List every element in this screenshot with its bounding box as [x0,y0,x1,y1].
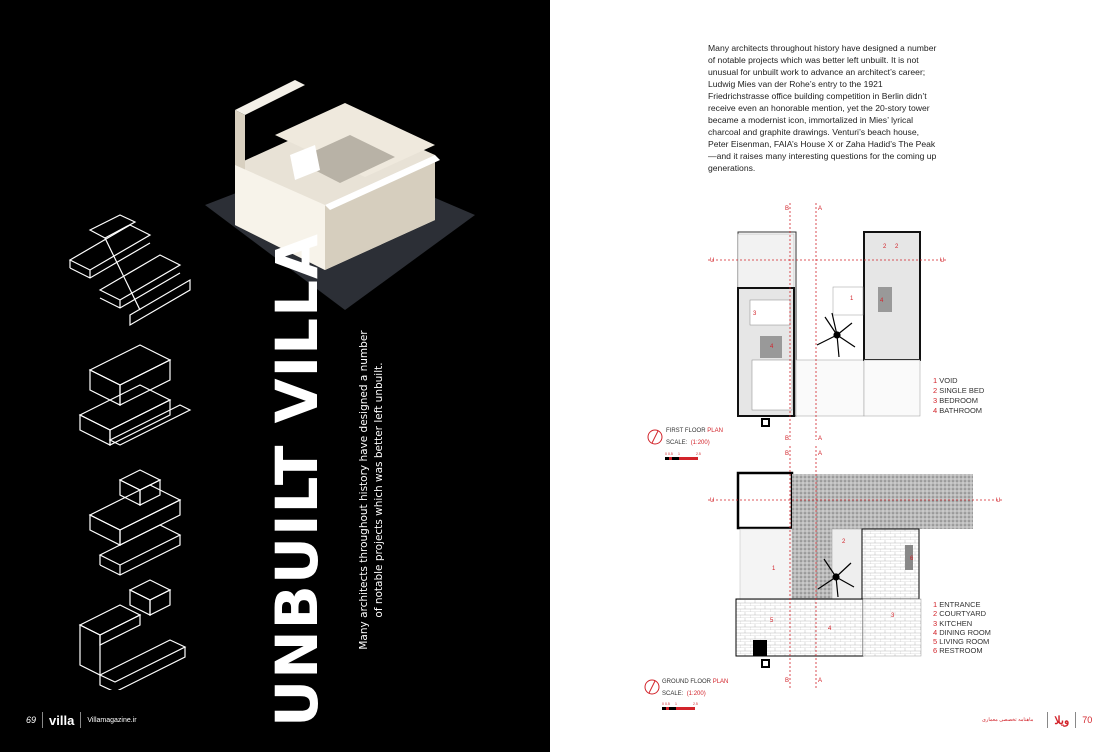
svg-text:3: 3 [753,311,757,317]
svg-text:1: 1 [678,452,680,456]
svg-text:4: 4 [770,344,774,350]
page-number: 70 [1082,715,1093,725]
legend-item: 2 SINGLE BED [933,386,985,395]
svg-text:A: A [818,678,823,684]
legend-item: 2 COURTYARD [933,609,987,619]
brand-logo: ویلا [1054,714,1070,727]
page-number: 69 [26,715,37,725]
svg-text:2: 2 [883,244,887,250]
legend-item: 3 BEDROOM [933,396,979,405]
svg-text:2.5: 2.5 [696,452,701,456]
legend-item: 4 DINING ROOM [933,627,991,637]
first-floor-caption: FIRST FLOOR PLAN SCALE: (1:200) [666,428,723,446]
svg-text:6: 6 [910,556,914,562]
legend-item: 1 VOID [933,376,958,385]
legend-item: 5 LIVING ROOM [933,637,990,647]
svg-text:U: U [940,258,945,264]
svg-text:1: 1 [850,296,854,302]
svg-text:U: U [996,498,1001,504]
scale-bar [665,457,698,460]
intro-paragraph: Many architects throughout history have designed a number of notable projects which was better left unbuilt. It is not unusual for unbuilt work to advance an architect’s career; Ludwig Mies van der Rohe’s entry to the 1921 Friedrichstrasse office building competition in Berlin didn’t receive even an honorable mention, yet the 20-story tower became a modernist icon, immortalized in Mies’ lyrical charcoal and graphite drawings. Venturi’s beach house, Peter Eisenman, FAIA’s House X or Zaha Hadid’s The Peak—and it raises many interesting questions for the coming up generations. [708,43,937,173]
svg-text:3: 3 [891,613,895,619]
svg-text:A: A [818,451,823,457]
svg-text:B: B [785,436,790,442]
page-title: UNBUILT VILLA [263,233,331,727]
svg-text:B: B [785,206,790,212]
svg-text:1: 1 [772,566,776,572]
north-arrow-icon [648,430,662,444]
divider [1075,712,1076,728]
right-footer [982,712,1092,728]
scale-bar [662,707,695,710]
svg-text:A: A [818,436,823,442]
svg-text:0: 0 [665,452,667,456]
legend-item: 1 ENTRANCE [933,600,981,609]
first-floor-legend [933,376,984,416]
svg-text:4: 4 [828,626,832,632]
ground-floor-caption: GROUND FLOOR PLAN SCALE: (1:200) [662,679,729,697]
legend-item: 4 BATHROOM [933,406,983,415]
brand-logo: villa [49,712,75,728]
svg-text:B: B [785,451,790,457]
ground-floor-legend [933,600,991,656]
svg-text:B: B [785,678,790,684]
svg-text:0.5: 0.5 [665,702,670,706]
svg-text:U: U [710,258,715,264]
tagline: ماهنامه تخصصی معماری [982,717,1034,723]
legend-item: 3 KITCHEN [933,618,973,628]
svg-text:A: A [818,206,823,212]
svg-text:4: 4 [880,298,884,304]
legend-item: 6 RESTROOM [933,646,983,656]
svg-text:0.5: 0.5 [668,452,673,456]
north-arrow-icon [645,680,659,694]
website-link[interactable]: Villamagazine.ir [87,716,137,724]
subtitle: Many architects throughout history have designed a number of notable projects which was better left unbuilt. [358,330,385,650]
svg-text:0: 0 [662,702,664,706]
svg-text:5: 5 [770,618,774,624]
first-floor-plan [738,232,920,426]
svg-text:U: U [710,498,715,504]
tree-icon [817,313,855,357]
svg-text:2.5: 2.5 [693,702,698,706]
svg-text:1: 1 [675,702,677,706]
divider [1047,712,1048,728]
svg-text:2: 2 [895,244,899,250]
svg-text:2: 2 [842,539,846,545]
